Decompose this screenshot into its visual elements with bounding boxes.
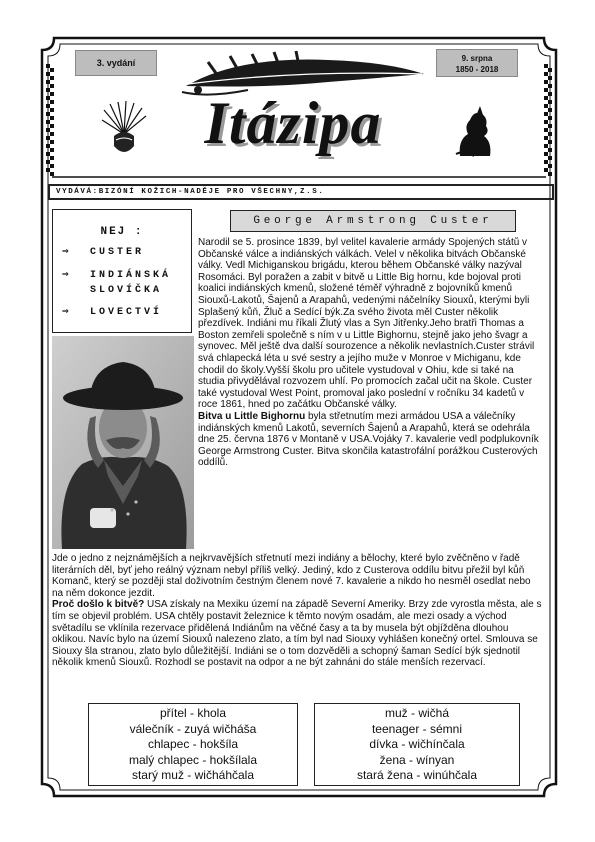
vocab-item: přítel - khola: [159, 706, 227, 720]
vocab-item: teenager - sémni: [371, 721, 463, 736]
article-title: George Armstrong Custer: [230, 210, 516, 232]
arrow-icon: ⇒: [62, 306, 69, 318]
vocab-item: chlapec - hokšíla: [147, 737, 239, 752]
vocab-box-left: [88, 703, 298, 786]
arrow-icon: ⇒: [62, 269, 69, 281]
custer-portrait-image: [52, 336, 194, 549]
publisher-bar: VYDÁVÁ:BIZÓNÍ KOŽICH-NADĚJE PRO VŠECHNY,Z.S.: [48, 184, 554, 200]
vocab-item: starý muž - wičháhčala: [131, 768, 255, 783]
article-main-text: [198, 237, 543, 577]
vocab-item: stará žena - winúhčala: [356, 768, 478, 783]
vocab-item: žena - wínyan: [379, 752, 455, 767]
headdress-icon: [100, 100, 148, 160]
article-battle-continued: [52, 553, 543, 669]
issue-number-box: [75, 50, 157, 76]
battle-text-part1: byla střetnutím mezi armádou USA a válečníky indiánských kmenů Lakotů, severních Šajenů a Arapahů, která se odehrála dne 25. června 1876 v Montaně v USA.Vojáky 7. kavalerie vedl podplukovník George Armstrong Custer. Bitva skončila katastrofální porážkou Custerových oddílů.: [198, 410, 539, 469]
arrow-icon: ⇒: [62, 246, 69, 258]
why-text: USA získaly na Mexiku území na západě Severní Ameriky. Brzy zde vyrostla města, ale s tím se objevil problém. USA chtěly postavit železnice k těmto novým osadám, ale mezi osady a východ světadílu se vklínila rezervace přidělená Indiánům na věčné časy a ta by musela být objížděna dlouhou oklikou. Navíc bylo na území Siouxů nalezeno zlato, a tím byl nad Siouxy vyhlášen konečný ortel. Smlouva se Siouxy šla stranou, zlato bylo důležitější. Indiáni se o tom dozvěděli a schopný šaman Sedící býk sjednotil několik kmenů Siouxů. Rozhodl se postavit na odpor a ne být zahnáni do stále menších rezervací.: [52, 599, 542, 669]
issue-number: 3. vydání: [96, 58, 136, 68]
why-heading: Proč došlo k bitvě?: [52, 599, 145, 611]
vocab-item: malý chlapec - hokšílala: [128, 752, 258, 767]
article-intro: Narodil se 5. prosince 1839, byl velitel kavalerie armády Spojených států v Občanské válce a indiánských válkách. Velel v několika bitvách Občanské války. Vedl Michiganskou brigádu, kterou během Občanské války nazýval Rosomáci. Byl poražen a zabit v bitvě u Little Big hornu, kde bojoval proti koalici indiánských kmenů, složené téměř výhradně z bojovníků kmenů Siouxů-Lakotů, Šajenů a Arapahů, vedenými náčelníky Siouxů, kterými byli Splašený kůň, Žluč a Sedící býk.Za svého života měl Custer několik přezdívek. Indiáni mu říkali Žlutý vlas a Syn Jitřenky.Jeho bratři Thomas a Boston zemřeli společně s ním v u Little Bighornu, stejně jako jeho švagr a synovec. Měl ještě dva další sourozence a několik nevlastních.Custer strávil svá chlapecká léta u své sestry a jejího muže v Monroe v Michiganu, kde chodil do školy.Vyšší školu pro učitele vystudoval v Ohiu, kde si také na studia přivydělával rozvozem uhlí. Po promocích začal učit na škole. Custer také vystudoval West Point, promoval jako poslední v ročníku 34 kadetů v roce 1861, hned po začátku Občanské války.: [198, 237, 535, 411]
date-day: 9. srpna: [461, 54, 493, 63]
date-box: [436, 49, 518, 77]
vocab-item: válečník - zuyá wičháša: [129, 721, 257, 736]
chief-silhouette-icon: [452, 106, 496, 158]
vocab-box-right: [314, 703, 520, 786]
newspaper-title: Itázipa: [204, 90, 382, 156]
battle-heading: Bitva u Little Bighornu: [198, 410, 306, 422]
contents-title: NEJ :: [100, 226, 144, 238]
vocab-item: muž - wičhá: [384, 706, 449, 720]
date-years: 1850 - 2018: [455, 65, 499, 74]
vocab-item: dívka - wičhínčala: [369, 737, 465, 752]
battle-text-part2: Jde o jedno z nejznámějších a nejkrvavějších střetnutí mezi indiány a bělochy, které bylo zvěčněno v řadě literárních děl, byť jeho reálný význam nebyl příliš velký. Jediný, kdo z Custerova oddílu bitvu přežil byl kůň Komanč, který se později stal doživotním čestným členem nové 7. kavalerie a nikdo ho nesměl osedlat nebo na něm dokonce jezdit.: [52, 553, 531, 599]
